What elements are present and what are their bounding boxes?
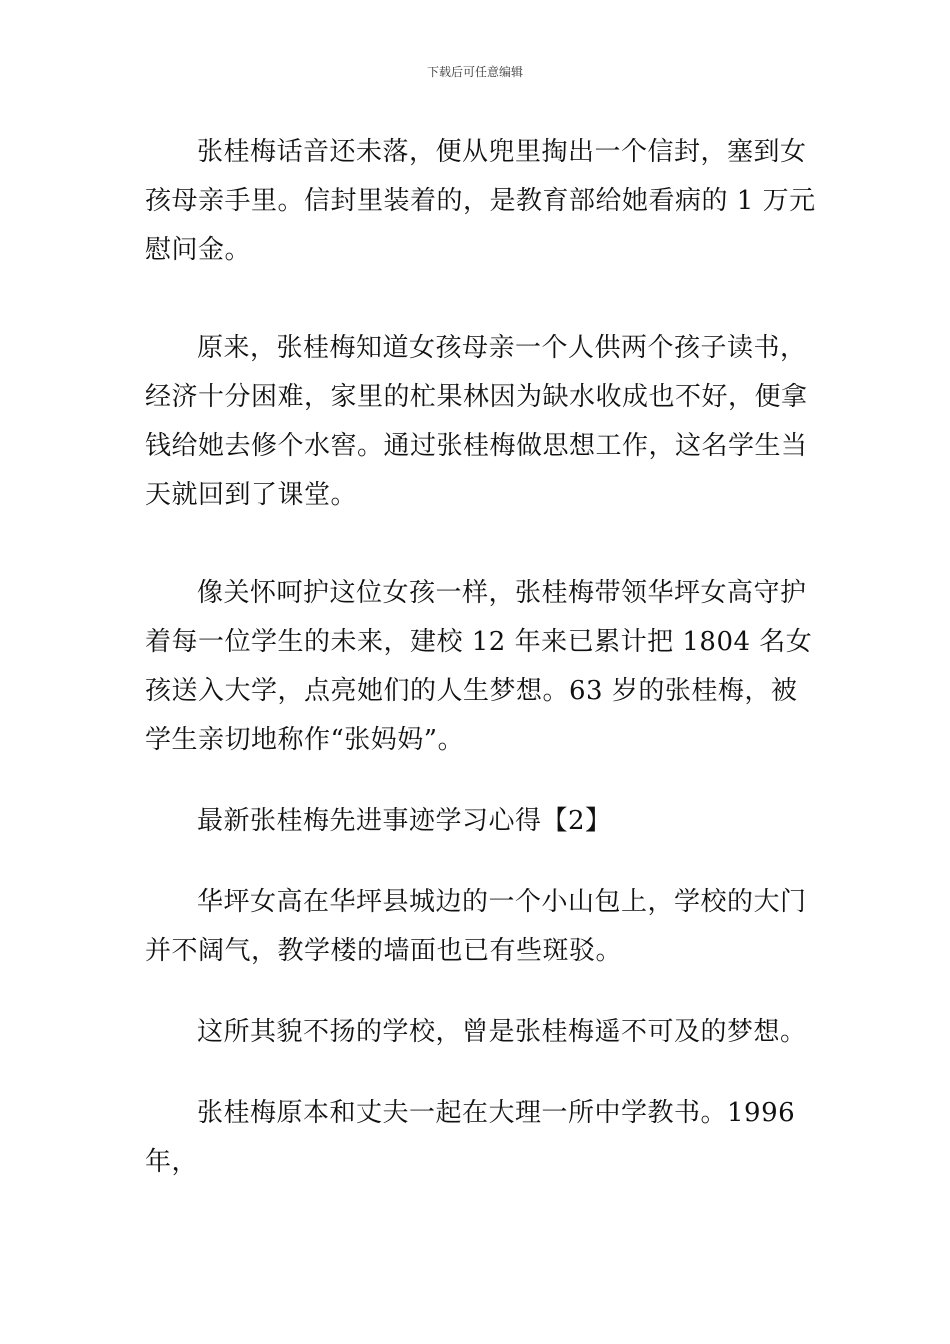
paragraph-1: 张桂梅话音还未落，便从兜里掏出一个信封，塞到女孩母亲手里。信封里装着的，是教育部给她看病的 1 万元慰问金。 — [145, 137, 816, 265]
paragraph-6: 张桂梅原本和丈夫一起在大理一所中学教书。1996 年， — [145, 1098, 796, 1177]
section-heading: 最新张桂梅先进事迹学习心得【2】 — [197, 806, 612, 836]
paragraph-3: 像关怀呵护这位女孩一样，张桂梅带领华坪女高守护着每一位学生的未来，建校 12 年来已累计把 1804 名女孩送入大学，点亮她们的人生梦想。63 岁的张桂梅，被学生亲切地称作“张妈妈”。 — [145, 578, 813, 755]
paragraph-5: 这所其貌不扬的学校，曾是张桂梅遥不可及的梦想。 — [197, 1017, 807, 1047]
paragraph-2: 原来，张桂梅知道女孩母亲一个人供两个孩子读书，经济十分困难，家里的杧果林因为缺水收成也不好，便拿钱给她去修个水窖。通过张桂梅做思想工作，这名学生当天就回到了课堂。 — [145, 333, 808, 510]
paragraph-spacer — [145, 976, 817, 1008]
paragraph-spacer — [145, 520, 817, 569]
paragraph-spacer — [145, 765, 817, 797]
paragraph-4: 华坪女高在华坪县城边的一个小山包上，学校的大门并不阔气，教学楼的墙面也已有些斑驳。 — [145, 887, 807, 966]
paragraph-spacer — [145, 275, 817, 324]
page-header: 下载后可任意编辑 — [426, 65, 523, 79]
paragraph-spacer — [145, 1057, 817, 1089]
document-body — [145, 128, 817, 1187]
paragraph-spacer — [145, 846, 817, 878]
